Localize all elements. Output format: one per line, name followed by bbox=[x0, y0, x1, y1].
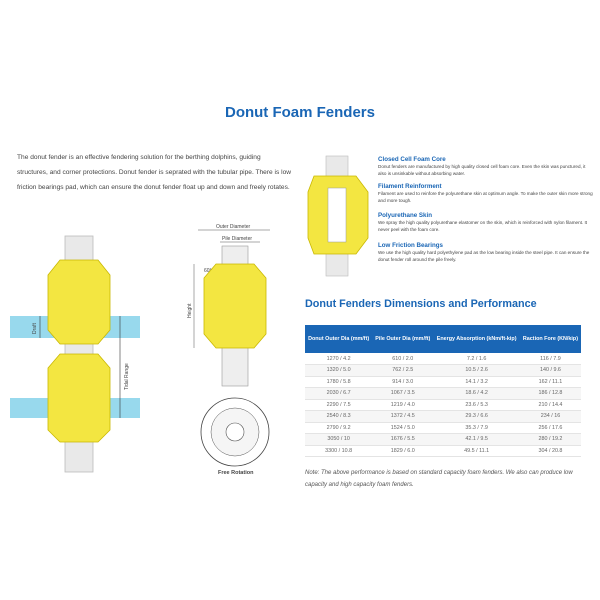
outer-diameter-label: Outer Diameter bbox=[216, 224, 251, 230]
table-cell: 140 / 9.6 bbox=[520, 365, 581, 377]
installation-diagram bbox=[10, 230, 140, 480]
feature-filament bbox=[378, 183, 593, 204]
table-cell: 1780 / 5.8 bbox=[305, 376, 372, 388]
table-cell: 10.5 / 2.6 bbox=[433, 365, 520, 377]
column-header: Raction Fore (KN/kip) bbox=[520, 325, 581, 353]
table-cell: 1676 / 5.5 bbox=[372, 434, 433, 446]
fender-diagram bbox=[204, 264, 266, 348]
table-cell: 2540 / 8.3 bbox=[305, 411, 372, 423]
table-row bbox=[305, 445, 581, 457]
section-title: Donut Fenders Dimensions and Performance bbox=[305, 298, 537, 310]
table-cell: 2290 / 7.5 bbox=[305, 399, 372, 411]
table-cell: 18.6 / 4.2 bbox=[433, 388, 520, 400]
cross-section-graphic bbox=[300, 152, 380, 282]
table-cell: 35.3 / 7.9 bbox=[433, 422, 520, 434]
angle-label: 60° bbox=[204, 268, 212, 274]
table-cell: 1219 / 4.0 bbox=[372, 399, 433, 411]
draft-label: Draft bbox=[32, 323, 38, 334]
table-cell: 2030 / 6.7 bbox=[305, 388, 372, 400]
feature-title: Polyurethane Skin bbox=[378, 212, 432, 219]
feature-bearings bbox=[378, 242, 593, 263]
column-header: Donut Outer Dia (mm/ft) bbox=[305, 325, 372, 353]
table-row bbox=[305, 411, 581, 423]
table-cell: 49.5 / 11.1 bbox=[433, 445, 520, 457]
table-cell: 234 / 16 bbox=[520, 411, 581, 423]
table-cell: 1320 / 5.0 bbox=[305, 365, 372, 377]
table-cell: 23.6 / 5.3 bbox=[433, 399, 520, 411]
feature-title: Closed Cell Foam Core bbox=[378, 156, 446, 163]
table-cell: 1372 / 4.5 bbox=[372, 411, 433, 423]
table-cell: 280 / 19.2 bbox=[520, 434, 581, 446]
intro-paragraph: The donut fender is an effective fendering solution for the berthing dolphins, guiding structures, and corner protections. Donut fender is seprated with the tubular pipe. There is low friction bearings pad, which can ensure the donut fender float up and down and freely rotates. bbox=[17, 154, 292, 191]
tidal-range-label: Tidal Range bbox=[124, 363, 130, 390]
table-cell: 14.1 / 3.2 bbox=[433, 376, 520, 388]
feature-desc: Filament are used to reinfore the polyurethane skin at optimum angle. To make the outer skin more strong and more tough. bbox=[378, 191, 593, 203]
table-cell: 162 / 11.1 bbox=[520, 376, 581, 388]
feature-closed-cell bbox=[378, 156, 593, 177]
table-cell: 42.1 / 9.5 bbox=[433, 434, 520, 446]
table-row bbox=[305, 376, 581, 388]
table-cell: 1829 / 6.0 bbox=[372, 445, 433, 457]
table-cell: 210 / 14.4 bbox=[520, 399, 581, 411]
table-cell: 610 / 2.0 bbox=[372, 353, 433, 365]
table-cell: 3050 / 10 bbox=[305, 434, 372, 446]
table-cell: 256 / 17.6 bbox=[520, 422, 581, 434]
fender-upper bbox=[48, 260, 110, 344]
table-cell: 762 / 2.5 bbox=[372, 365, 433, 377]
fender-lower bbox=[48, 354, 110, 442]
feature-desc: We spray the high quality polyurethane elastomer on the skin, which is reinforced with nylon filament. It never peel with the foam core. bbox=[378, 220, 588, 232]
table-cell: 186 / 12.8 bbox=[520, 388, 581, 400]
table-row bbox=[305, 365, 581, 377]
table-cell: 116 / 7.9 bbox=[520, 353, 581, 365]
table-cell: 1270 / 4.2 bbox=[305, 353, 372, 365]
feature-desc: Donut fenders are manufactured by high quality closed cell foam core. Even the skin was punctured, it also is unsinkable without absorbing water. bbox=[378, 164, 586, 176]
table-cell: 1524 / 5.0 bbox=[372, 422, 433, 434]
table-cell: 3300 / 10.8 bbox=[305, 445, 372, 457]
pile-diameter-label: Pile Diameter bbox=[222, 236, 253, 242]
feature-polyurethane bbox=[378, 212, 593, 233]
height-label: Height bbox=[187, 303, 193, 318]
table-row bbox=[305, 388, 581, 400]
note-text: Note: The above performance is based on standard capacity foam fenders. We also can produce low capacity and high capacity foam fenders. bbox=[305, 470, 573, 488]
feature-desc: We use the high quality hard polyethylene pad as the low bearing inside the steel pipe. It can ensure the donut fender roll around the pile freely. bbox=[378, 250, 590, 262]
table-row bbox=[305, 399, 581, 411]
table-row bbox=[305, 353, 581, 365]
table-cell: 304 / 20.8 bbox=[520, 445, 581, 457]
column-header: Energy Absorption (kNm/ft-kip) bbox=[433, 325, 520, 353]
table-cell: 29.3 / 6.6 bbox=[433, 411, 520, 423]
table-row bbox=[305, 422, 581, 434]
table-cell: 914 / 3.0 bbox=[372, 376, 433, 388]
table-cell: 7.2 / 1.6 bbox=[433, 353, 520, 365]
table-cell: 2790 / 9.2 bbox=[305, 422, 372, 434]
performance-table bbox=[305, 325, 581, 457]
dimension-diagram bbox=[180, 220, 280, 480]
feature-title: Low Friction Bearings bbox=[378, 242, 443, 249]
rotation-core bbox=[226, 423, 244, 441]
page-title: Donut Foam Fenders bbox=[224, 104, 375, 121]
table-header-row bbox=[305, 325, 581, 353]
table-cell: 1067 / 3.5 bbox=[372, 388, 433, 400]
feature-title: Filament Reinforment bbox=[378, 183, 442, 190]
column-header: Pile Outer Dia (mm/ft) bbox=[372, 325, 433, 353]
table-row bbox=[305, 434, 581, 446]
free-rotation-label: Free Rotation bbox=[218, 470, 254, 476]
